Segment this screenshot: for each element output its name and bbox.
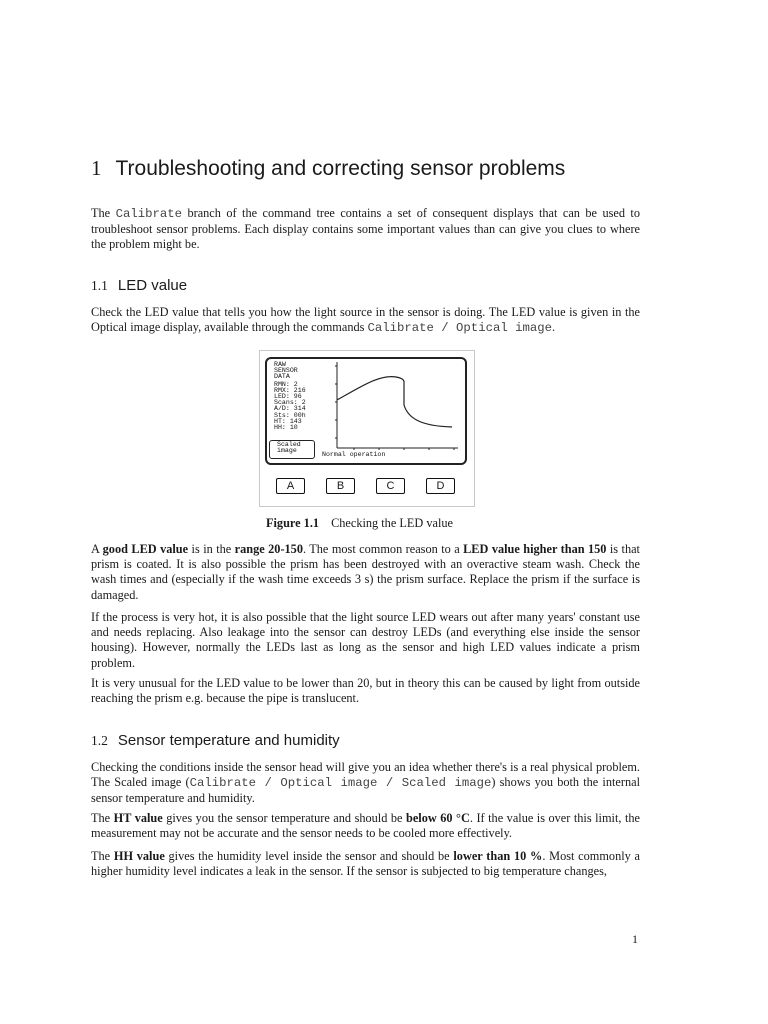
screen-line: A/D: 314 bbox=[274, 405, 306, 413]
figure-caption bbox=[266, 516, 453, 531]
chapter-heading bbox=[91, 156, 565, 181]
screen-line: DATA bbox=[274, 373, 290, 381]
key-c-button: C bbox=[376, 478, 405, 494]
screen-line: HT: 143 bbox=[274, 417, 302, 425]
screen-readout bbox=[274, 362, 306, 431]
screen-line: RMX: 216 bbox=[274, 386, 306, 394]
key-a-button: A bbox=[276, 478, 305, 494]
code-scaled-image-path: Calibrate / Optical image / Scaled image bbox=[189, 776, 492, 791]
screen-line: SENSOR bbox=[274, 367, 298, 375]
status-text: Normal operation bbox=[322, 451, 386, 458]
ht-value-paragraph: The HT value gives you the sensor temperature and should be below 60 °C. If the value is over this limit, the measurement may not be accurate and the sensor needs to be cooled more effectively. bbox=[91, 811, 640, 841]
page-number: 1 bbox=[632, 932, 638, 946]
scaled-image-label: Scaled image bbox=[277, 441, 301, 455]
key-d-button: D bbox=[426, 478, 455, 494]
screen-line: RAW bbox=[274, 361, 286, 368]
chapter-number: 1 bbox=[91, 156, 102, 180]
section-heading-led-value: 1.1 LED value bbox=[91, 277, 188, 294]
chapter-title: Troubleshooting and correcting sensor problems bbox=[115, 157, 566, 180]
screen-line: Scans: 2 bbox=[274, 399, 306, 407]
led-low-value-paragraph: It is very unusual for the LED value to be lower than 20, but in theory this can be caused by light from outside reaching the prism e.g. because the pipe is translucent. bbox=[91, 676, 640, 706]
section-heading-temperature-humidity: 1.2 Sensor temperature and humidity bbox=[91, 732, 340, 749]
hh-value-paragraph: The HH value gives the humidity level inside the sensor and should be lower than 10 %. Most commonly a higher humidity level indicates a leak in the sensor. If the sensor is subjected to big temperature changes, bbox=[91, 849, 640, 879]
screen-line: Sts: 00h bbox=[274, 411, 306, 419]
code-calibrate: Calibrate bbox=[115, 207, 182, 221]
key-b-button: B bbox=[326, 478, 355, 494]
led-hot-process-paragraph: If the process is very hot, it is also possible that the light source LED wears out after many years' constant use and needs replacing. Also leakage into the sensor can destroy LEDs (and everything else inside the sensor housing). However, normally the LEDs last as long as the sensor and high LED values indicate a prism problem. bbox=[91, 610, 640, 670]
screen-line: RMN: 2 bbox=[274, 380, 298, 388]
conditions-paragraph: Checking the conditions inside the sensor head will give you an idea whether there's is a real physical problem. The Scaled image (Calibrate / Optical image / Scaled image) shows you both the internal sensor temperature and humidity. bbox=[91, 760, 640, 806]
optical-image-plot bbox=[334, 360, 460, 452]
led-intro-paragraph: Check the LED value that tells you how the light source in the sensor is doing. The LED value is given in the Optical image display, available through the commands Calibrate / Optical image. bbox=[91, 305, 640, 336]
led-range-paragraph: A good LED value is in the range 20-150. The most common reason to a LED value higher than 150 is that prism is coated. It is also possible the prism has been destroyed with an overactive steam wash. Check the wash times and (especially if the wash time exceeds 3 s) the prism surface. Replace the prism if the surface is damaged. bbox=[91, 542, 640, 602]
intro-paragraph: The Calibrate branch of the command tree contains a set of consequent displays that can be used to troubleshoot sensor problems. Each display contains some important values than can give you clues to where the problem might be. bbox=[91, 206, 640, 252]
plot-ticks bbox=[335, 366, 454, 450]
screen-line: HH: 10 bbox=[274, 423, 298, 431]
figure-label: Figure 1.1 bbox=[266, 516, 320, 530]
figure-caption-text: Checking the LED value bbox=[331, 516, 453, 530]
code-optical-image-path: Calibrate / Optical image bbox=[367, 321, 552, 336]
screen-line: LED: 96 bbox=[274, 392, 302, 400]
plot-curve bbox=[337, 377, 452, 427]
